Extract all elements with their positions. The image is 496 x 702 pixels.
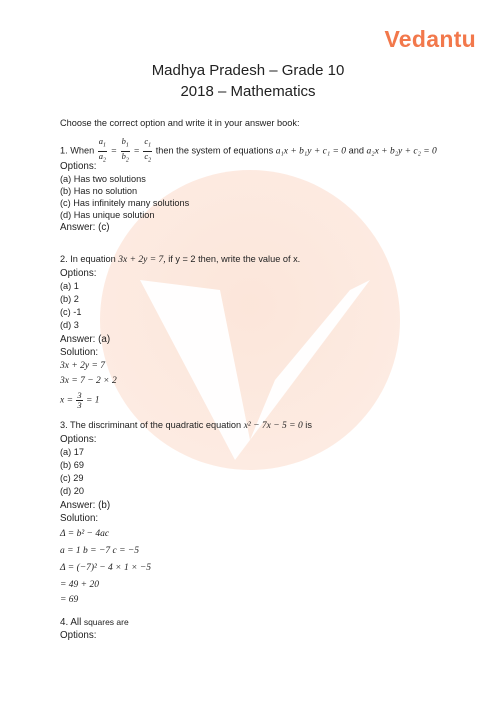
vedantu-logo: Vedantu — [384, 26, 476, 52]
q1-equation-1: a₁x + b₁y + c₁ = 0 — [275, 146, 347, 157]
question-1: 1. When $\frac{a_1}{a_2}$ = $\frac{b_1}{b_2}$ = $\frac{c_1}{c_2}$ then the system of equations a₁x + b₁y + c₁ = 0 and a₂x + b₂y + c₂ = 0 — [60, 136, 437, 164]
q2-prefix: 2. In equation — [60, 254, 116, 264]
ratio-a: $\frac{a_1}{a_2}$ — [98, 136, 107, 164]
q3-option-b: (b) 69 — [60, 460, 85, 470]
q3-option-a: (a) 17 — [60, 447, 85, 457]
q3-suffix: is — [305, 420, 312, 430]
q2-answer: Answer: (a) — [60, 334, 111, 345]
q2-options-label: Options: — [60, 268, 97, 279]
q3-step-5: = 69 — [60, 595, 79, 605]
q3-step-3: Δ = (−7)² − 4 × 1 × −5 — [60, 563, 152, 573]
q1-prefix: 1. When — [60, 145, 95, 156]
q1-option-c: (c) Has infinitely many solutions — [60, 198, 190, 208]
page-title-line2: 2018 – Mathematics — [180, 83, 316, 100]
q4-options-label: Options: — [60, 630, 97, 641]
question-2 — [60, 254, 300, 266]
q1-options-label: Options: — [60, 161, 97, 172]
q3-step-1: Δ = b² − 4ac — [60, 529, 110, 539]
q2-step-1: 3x + 2y = 7 — [60, 361, 106, 371]
ratio-b: $\frac{b_1}{b_2}$ — [121, 136, 129, 164]
ratio-c: $\frac{c_1}{c_2}$ — [144, 136, 152, 164]
q1-middle: then the system of equations — [155, 145, 274, 156]
q2-step-3: x = $\frac{3}{3}$ = 1 — [60, 390, 100, 410]
q1-option-b: (b) Has no solution — [60, 186, 138, 196]
q3-step-2: a = 1 b = −7 c = −5 — [60, 546, 140, 556]
q1-equation-2: a₂x + b₂y + c₂ = 0 — [366, 146, 437, 157]
q1-option-d: (d) Has unique solution — [60, 210, 155, 220]
q3-equation: x² − 7x − 5 = 0 — [243, 421, 303, 431]
q1-and: and — [348, 145, 364, 156]
q4-number: 4. All — [60, 617, 82, 628]
q3-answer: Answer: (b) — [60, 500, 111, 511]
q1-answer: Answer: (c) — [60, 222, 110, 233]
q2-option-d: (d) 3 — [60, 320, 79, 330]
question-4 — [60, 617, 129, 628]
q2-solution-label: Solution: — [60, 347, 99, 358]
q2-option-b: (b) 2 — [60, 294, 79, 304]
q2-final: = 1 — [86, 395, 100, 406]
q4-text: squares are — [83, 617, 129, 627]
q3-step-4: = 49 + 20 — [60, 580, 99, 590]
q3-option-c: (c) 29 — [60, 473, 84, 483]
q3-solution-label: Solution: — [60, 513, 99, 524]
q1-option-a: (a) Has two solutions — [60, 174, 146, 184]
q2-option-c: (c) -1 — [60, 307, 82, 317]
question-3 — [60, 420, 312, 432]
q2-suffix: if y = 2 then, write the value of x. — [168, 254, 301, 264]
q3-option-d: (d) 20 — [60, 486, 85, 496]
instructions: Choose the correct option and write it in your answer book: — [60, 118, 300, 128]
q3-prefix: 3. The discriminant of the quadratic equation — [60, 420, 242, 430]
q2-option-a: (a) 1 — [60, 281, 79, 291]
q3-options-label: Options: — [60, 434, 97, 445]
q2-step-2: 3x = 7 − 2 × 2 — [60, 376, 117, 386]
page-title-line1: Madhya Pradesh – Grade 10 — [151, 62, 345, 79]
q2-equation: 3x + 2y = 7, — [118, 255, 166, 265]
